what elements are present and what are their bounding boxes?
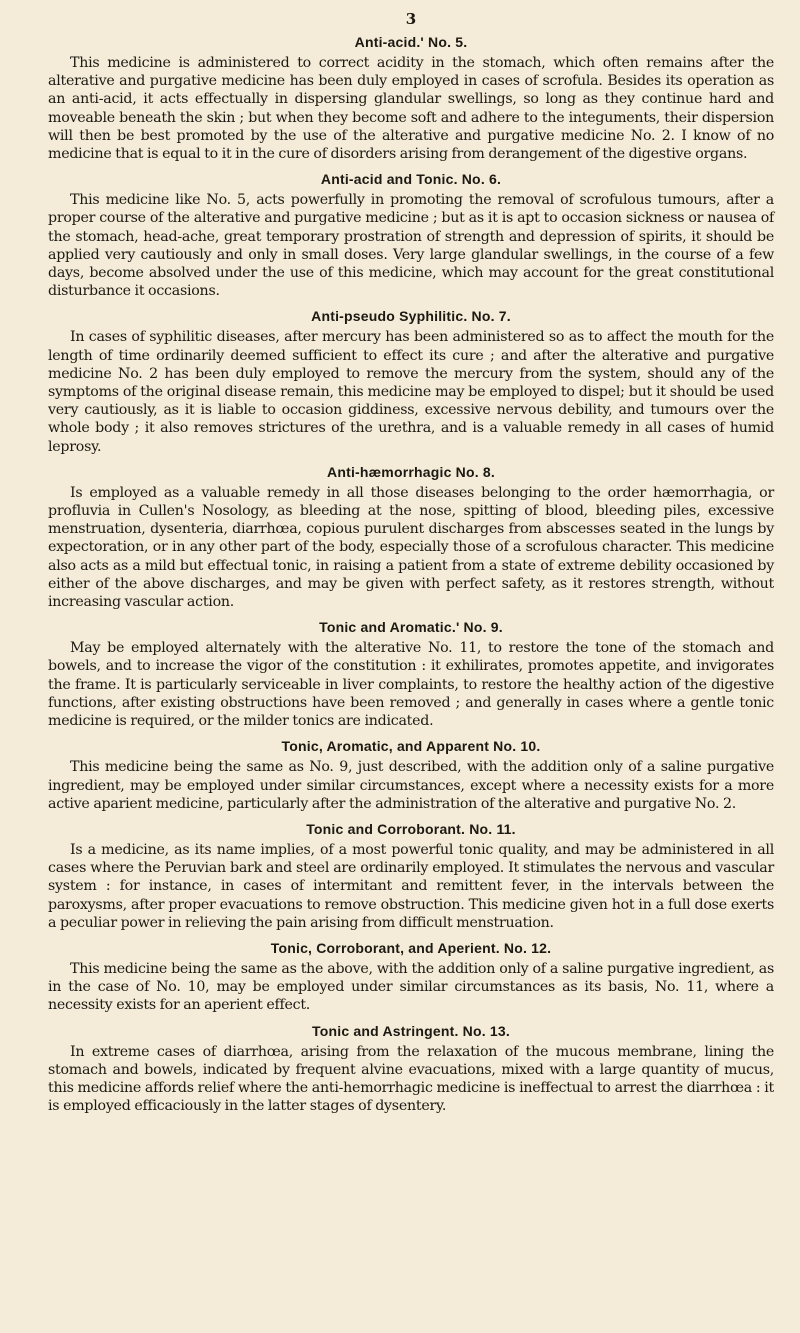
section-heading: Tonic and Aromatic.' No. 9. bbox=[319, 619, 503, 636]
section-heading: Tonic and Corroborant. No. 11. bbox=[306, 820, 516, 837]
page-number: 3 bbox=[405, 10, 417, 28]
section-body: Is employed as a valuable remedy in all those diseases belonging to the order hæmorrhagia, or profluvia in Cullen's Nosology, as bleeding at the nose, spitting of blood, bleeding piles, excessive menstruation, dysenteria, diarrhœa, copious purulent discharges from abscesses seated in the lungs by expectoration, or in any other part of the body, especially those of a scrofulous character. This medicine also acts as a mild but effectual tonic, in raising a patient from a state of extreme debility occasioned by either of the above discharges, and may be given with perfect safety, as it restores strength, without increasing vascular action. bbox=[48, 484, 774, 611]
section-heading: Tonic and Astringent. No. 13. bbox=[312, 1022, 510, 1039]
section-body: This medicine is administered to correct acidity in the stomach, which often remains after the alterative and purgative medicine has been duly employed in cases of scrofula. Besides its operation as an anti-acid, it acts effectually in dispersing glandular swellings, so long as they continue hard and moveable beneath the skin ; but when they become soft and adhere to the integuments, their dispersion will then be best promoted by the use of the alterative and purgative medicine No. 2. I know of no medicine that is equal to it in the cure of disorders arising from derangement of the digestive organs. bbox=[48, 55, 774, 163]
section-anti-haemorrhagic-8 bbox=[48, 464, 774, 611]
section-body: This medicine like No. 5, acts powerfully in promoting the removal of scrofulous tumours, after a proper course of the alterative and purgative medicine ; but as it is apt to occasion sickness or nausea of the stomach, head-ache, great temporary prostration of strength and depression of spirits, it should be applied very cautiously and only in small doses. Very large glandular swellings, in the course of a few days, become absolved under the use of this medicine, which may account for the great constitutional disturbance it occasions. bbox=[48, 192, 774, 300]
section-tonic-aromatic-9 bbox=[48, 619, 774, 730]
section-heading: Tonic, Aromatic, and Apparent No. 10. bbox=[281, 738, 541, 755]
section-body: Is a medicine, as its name implies, of a most powerful tonic quality, and may be administered in all cases where the Peruvian bark and steel are ordinarily employed. It stimulates the nervous and vascular system : for instance, in cases of intermitant and remittent fever, in the intervals between the paroxysms, after proper evacuations to remove obstruction. This medicine given hot in a full dose exerts a peculiar power in relieving the pain arising from difficult menstruation. bbox=[48, 841, 774, 931]
section-heading: Anti-acid.' No. 5. bbox=[354, 34, 468, 50]
section-body: In cases of syphilitic diseases, after mercury has been administered so as to affect the mouth for the length of time ordinarily deemed sufficient to effect its cure ; and after the alterative and purgative medicine No. 2 has been duly employed to remove the mercury from the system, should any of the symptoms of the original disease remain, this medicine may be employed to dispel; but it should be used very cautiously, as it is liable to occasion giddiness, excessive nervous debility, and tumours over the whole body ; it also removes strictures of the urethra, and is a valuable remedy in all cases of humid leprosy. bbox=[48, 329, 774, 455]
section-heading: Tonic, Corroborant, and Aperient. No. 12. bbox=[270, 939, 552, 956]
section-anti-acid-tonic-6 bbox=[48, 171, 774, 300]
section-body: In extreme cases of diarrhœa, arising from the relaxation of the mucous membrane, lining the stomach and bowels, indicated by frequent alvine evacuations, mixed with a large quantity of mucus, this medicine affords relief where the anti-hemorrhagic medicine is ineffectual to arrest the diarrhœa : it is employed efficaciously in the latter stages of dysentery. bbox=[48, 1043, 774, 1115]
section-tonic-corroborant-11 bbox=[48, 821, 774, 932]
section-heading: Anti-hæmorrhagic No. 8. bbox=[327, 463, 495, 480]
section-tonic-aromatic-apparent-10 bbox=[48, 738, 774, 813]
section-body: This medicine being the same as the above, with the addition only of a saline purgative ingredient, as in the case of No. 10, may be employed under similar circumstances as its basis, No. 11, where a necessity exists for an aperient effect. bbox=[48, 960, 774, 1014]
section-anti-acid-5 bbox=[48, 34, 774, 163]
section-tonic-astringent-13 bbox=[48, 1023, 774, 1116]
section-tonic-corroborant-aperient-12 bbox=[48, 940, 774, 1015]
section-body: May be employed alternately with the alterative No. 11, to restore the tone of the stomach and bowels, and to increase the vigor of the constitution : it exhilirates, promotes appetite, and invigorates the frame. It is particularly serviceable in liver complaints, to restore the healthy action of the digestive functions, after existing obstructions have been removed ; and generally in cases where a gentle tonic medicine is required, or the milder tonics are indicated. bbox=[48, 640, 774, 730]
section-heading: Anti-pseudo Syphilitic. No. 7. bbox=[311, 308, 511, 325]
section-heading: Anti-acid and Tonic. No. 6. bbox=[320, 171, 502, 188]
section-anti-pseudo-syphilitic-7 bbox=[48, 308, 774, 455]
section-body: This medicine being the same as No. 9, just described, with the addition only of a saline purgative ingredient, may be employed under similar circumstances, except where a necessity exists for a more active aparient medicine, particularly after the administration of the alterative and purgative No. 2. bbox=[48, 759, 774, 812]
